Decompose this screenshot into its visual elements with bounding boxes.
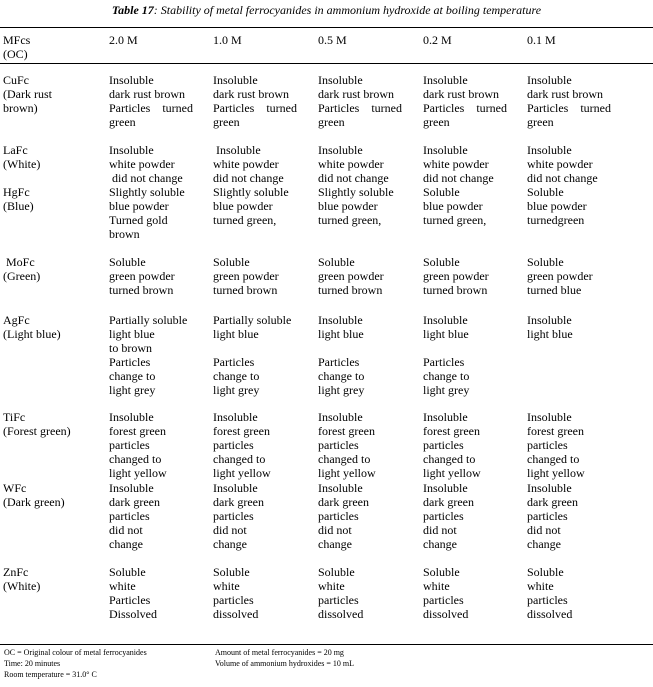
row-wfc-cell-3: Insoluble dark green particles did not change [423,481,474,551]
row-lafc-cell-2: Insoluble white powder did not change [318,143,389,185]
table-caption-text: : Stability of metal ferrocyanides in ammonium hydroxide at boiling temperature [153,3,542,17]
row-mofc-cell-0: Soluble green powder turned brown [109,255,175,297]
row-hgfc-cell-0: Slightly soluble blue powder Turned gold brown [109,185,185,241]
row-znfc-cell-1: Soluble white particles dissolved [213,565,259,621]
row-cufc-cell-4: Insoluble dark rust brown Particles turned green [527,73,611,129]
row-agfc-cell-2: Insoluble light blue Particles change to light grey [318,313,365,397]
row-cufc-cell-3: Insoluble dark rust brown Particles turned green [423,73,507,129]
row-cufc-cell-0: Insoluble dark rust brown Particles turned green [109,73,193,129]
row-tifc-cell-1: Insoluble forest green particles changed to light yellow [213,410,271,480]
row-wfc-cell-2: Insoluble dark green particles did not change [318,481,369,551]
table-caption [0,3,653,18]
row-agfc-cell-1: Partially soluble light blue Particles change to light grey [213,313,292,397]
header-col-1m: 1.0 M [213,33,242,47]
row-cufc-original-colour: (Dark rust brown) [3,87,52,115]
bottom-rule [0,644,653,645]
footnote-oc: OC = Original colour of metal ferrocyanides [4,648,147,657]
row-cufc-cell-2: Insoluble dark rust brown Particles turned green [318,73,402,129]
footnote-time: Time: 20 minutes [4,659,61,668]
row-agfc-original-colour: (Light blue) [3,327,61,341]
row-lafc-cell-3: Insoluble white powder did not change [423,143,494,185]
row-mofc-cell-4: Soluble green powder turned blue [527,255,593,297]
row-lafc-name: LaFc [3,143,28,157]
row-znfc-original-colour: (White) [3,579,41,593]
row-mofc-cell-1: Soluble green powder turned brown [213,255,279,297]
row-tifc-cell-0: Insoluble forest green particles changed to light yellow [109,410,167,480]
row-agfc-name: AgFc [3,313,30,327]
row-hgfc-original-colour: (Blue) [3,199,34,213]
row-hgfc-cell-4: Soluble blue powder turnedgreen [527,185,587,227]
row-wfc-cell-1: Insoluble dark green particles did not change [213,481,264,551]
row-mofc-name: MoFc [3,255,35,269]
row-agfc-cell-0: Partially soluble light blue to brown Particles change to light grey [109,313,188,397]
row-znfc-cell-4: Soluble white particles dissolved [527,565,573,621]
row-tifc-original-colour: (Forest green) [3,424,71,438]
row-agfc-cell-4: Insoluble light blue [527,313,573,341]
row-wfc-name: WFc [3,481,27,495]
row-mofc-cell-2: Soluble green powder turned brown [318,255,384,297]
row-znfc-cell-3: Soluble white particles dissolved [423,565,469,621]
header-col-05m: 0.5 M [318,33,347,47]
footnote-room-temp: Room temperature = 31.0° C [4,670,97,679]
row-agfc-cell-3: Insoluble light blue Particles change to light grey [423,313,470,397]
row-wfc-cell-0: Insoluble dark green particles did not change [109,481,160,551]
header-col-02m: 0.2 M [423,33,452,47]
row-znfc-name: ZnFc [3,565,29,579]
row-hgfc-cell-3: Soluble blue powder turned green, [423,185,487,227]
row-wfc-cell-4: Insoluble dark green particles did not change [527,481,578,551]
row-lafc-cell-0: Insoluble white powder did not change [109,143,183,185]
row-lafc-cell-1: Insoluble white powder did not change [213,143,284,185]
row-hgfc-cell-1: Slightly soluble blue powder turned green, [213,185,289,227]
footnote-volume: Volume of ammonium hydroxides = 10 mL [215,659,355,668]
row-tifc-cell-4: Insoluble forest green particles changed to light yellow [527,410,585,480]
header-rule [0,63,653,64]
row-cufc-cell-1: Insoluble dark rust brown Particles turned green [213,73,297,129]
row-znfc-cell-0: Soluble white Particles Dissolved [109,565,157,621]
row-lafc-original-colour: (White) [3,157,41,171]
row-tifc-name: TiFc [3,410,26,424]
header-oc: (OC) [3,47,28,61]
header-col-2m: 2.0 M [109,33,138,47]
row-cufc-name: CuFc [3,73,30,87]
table-caption-label: Table 17 [111,3,154,17]
row-tifc-cell-3: Insoluble forest green particles changed to light yellow [423,410,481,480]
row-hgfc-cell-2: Slightly soluble blue powder turned green, [318,185,394,227]
row-tifc-cell-2: Insoluble forest green particles changed to light yellow [318,410,376,480]
header-col-01m: 0.1 M [527,33,556,47]
row-mofc-original-colour: (Green) [3,269,41,283]
row-wfc-original-colour: (Dark green) [3,495,65,509]
footnote-amount: Amount of metal ferrocyanides = 20 mg [215,648,344,657]
row-lafc-cell-4: Insoluble white powder did not change [527,143,598,185]
row-hgfc-name: HgFc [3,185,30,199]
row-znfc-cell-2: Soluble white particles dissolved [318,565,364,621]
top-rule [0,27,653,28]
header-mfcs: MFcs [3,33,31,47]
row-mofc-cell-3: Soluble green powder turned brown [423,255,489,297]
